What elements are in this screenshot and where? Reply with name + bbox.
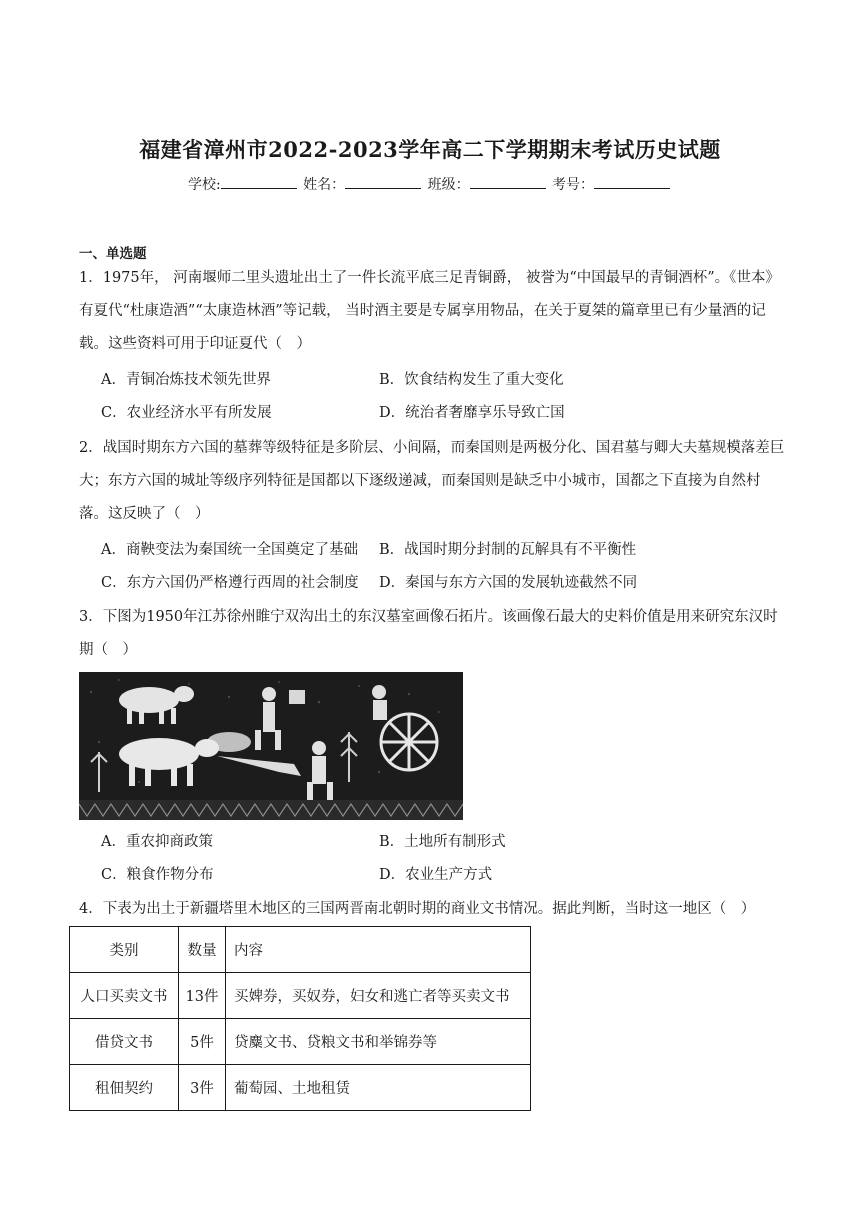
question-3-option-a[interactable]: A．重农抑商政策 <box>101 834 213 850</box>
table-header-cell: 数量 <box>179 927 226 973</box>
question-2-stem: 2．战国时期东方六国的墓葬等级特征是多阶层、小间隔，而秦国则是两极分化、国君墓与卿大夫墓规模落差巨大；东方六国的城址等级序列特征是国都以下逐级递减，而秦国则是缺乏中小城市，国都之下直接为自然村落。这反映了（ ） <box>79 440 785 522</box>
page-title: 福建省漳州市2022-2023学年高二下学期期末考试历史试题 <box>139 137 721 162</box>
name-label: 姓名： <box>303 177 346 193</box>
stone-relief-rubbing-image <box>79 672 463 820</box>
question-3-option-d[interactable]: D．农业生产方式 <box>379 867 493 883</box>
table-header-cell: 内容 <box>226 927 531 973</box>
exam-number-label: 考号： <box>552 177 595 193</box>
name-blank[interactable] <box>345 176 421 189</box>
table-cell: 借贷文书 <box>70 1019 179 1065</box>
table-row <box>70 973 531 1019</box>
question-2-option-c[interactable]: C．东方六国仍严格遵行西周的社会制度 <box>101 575 359 591</box>
rubbing-illustration <box>79 672 463 820</box>
table-header-row <box>70 927 531 973</box>
section-title: 一、单选题 <box>79 246 147 262</box>
table-cell: 贷麋文书、贷粮文书和举锦券等 <box>226 1019 531 1065</box>
table-row <box>70 1065 531 1111</box>
table-header-cell: 类别 <box>70 927 179 973</box>
school-blank[interactable] <box>221 176 297 189</box>
question-3-option-b[interactable]: B．土地所有制形式 <box>379 834 506 850</box>
question-2-option-a[interactable]: A．商鞅变法为秦国统一全国奠定了基础 <box>101 542 358 558</box>
question-1-option-b[interactable]: B．饮食结构发生了重大变化 <box>379 372 564 388</box>
student-info-line <box>0 174 860 194</box>
question-2-option-b[interactable]: B．战国时期分封制的瓦解具有不平衡性 <box>379 542 637 558</box>
table-cell: 3件 <box>179 1065 226 1111</box>
commerce-documents-table <box>69 926 531 1111</box>
question-3-option-c[interactable]: C．粮食作物分布 <box>101 867 214 883</box>
table-cell: 买婢券，买奴券，妇女和逃亡者等买卖文书 <box>226 973 531 1019</box>
exam-number-blank[interactable] <box>594 176 670 189</box>
table-cell: 5件 <box>179 1019 226 1065</box>
table-cell: 人口买卖文书 <box>70 973 179 1019</box>
class-blank[interactable] <box>470 176 546 189</box>
school-label: 学校: <box>187 177 221 193</box>
question-1-option-d[interactable]: D．统治者奢靡享乐导致亡国 <box>379 405 565 421</box>
table-row <box>70 1019 531 1065</box>
question-2-option-d[interactable]: D．秦国与东方六国的发展轨迹截然不同 <box>379 575 638 591</box>
table-cell: 13件 <box>179 973 226 1019</box>
class-label: 班级： <box>427 177 470 193</box>
question-1-option-c[interactable]: C．农业经济水平有所发展 <box>101 405 272 421</box>
question-3-stem: 3．下图为1950年江苏徐州睢宁双沟出土的东汉墓室画像石拓片。该画像石最大的史料价值是用来研究东汉时期（ ） <box>79 609 778 658</box>
question-1-stem: 1．1975年， 河南堰师二里头遗址出土了一件长流平底三足青铜爵， 被誉为“中国最早的青铜酒杯”。《世本》有夏代“杜康造酒”“太康造林酒”等记载， 当时酒主要是专属享用物品，在关于夏桀的篇章里已有少量酒的记载。这些资料可用于印证夏代（ ） <box>79 270 780 352</box>
table-cell: 租佃契约 <box>70 1065 179 1111</box>
question-4-stem: 4．下表为出土于新疆塔里木地区的三国两晋南北朝时期的商业文书情况。据此判断，当时这一地区（ ） <box>79 901 756 917</box>
question-1-option-a[interactable]: A．青铜冶炼技术领先世界 <box>101 372 271 388</box>
table-cell: 葡萄园、土地租赁 <box>226 1065 531 1111</box>
